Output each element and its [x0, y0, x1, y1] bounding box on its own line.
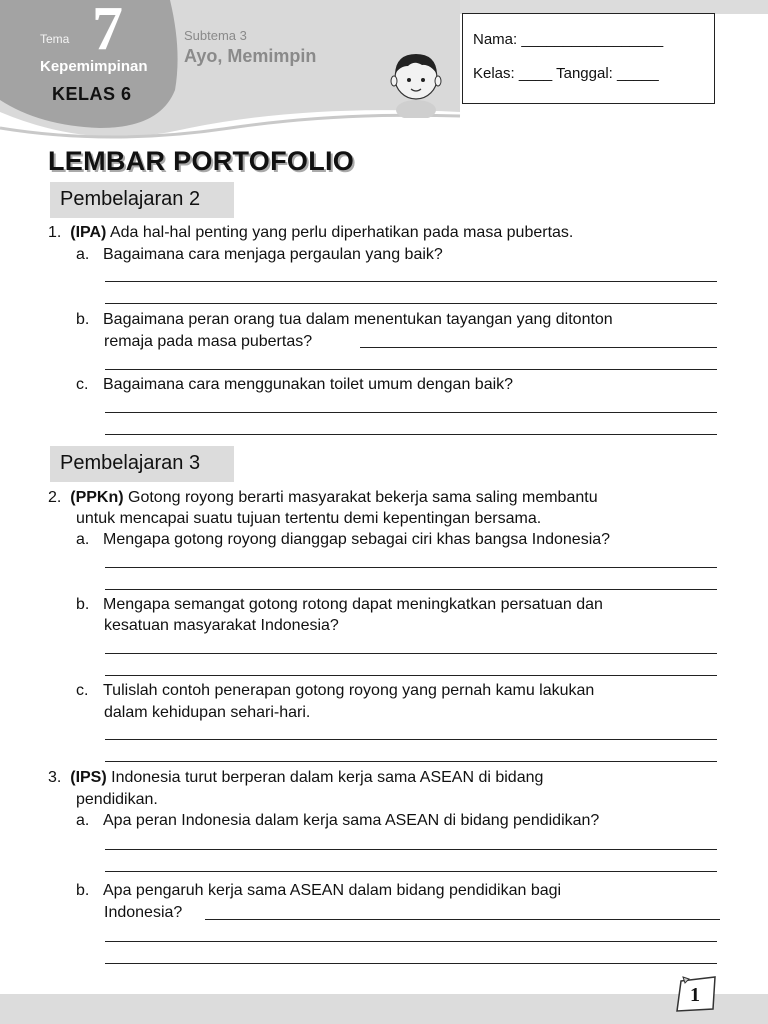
answer-line[interactable] — [105, 281, 717, 282]
q2-b-text-line2: kesatuan masyarakat Indonesia? — [104, 617, 339, 634]
answer-line[interactable] — [105, 761, 717, 762]
answer-line[interactable] — [105, 739, 717, 740]
q2-b-marker: b. — [76, 596, 90, 613]
boy-illustration — [388, 48, 444, 118]
answer-line[interactable] — [360, 347, 717, 348]
answer-line[interactable] — [105, 675, 717, 676]
q3-b-text-line1: Apa pengaruh kerja sama ASEAN dalam bidang pendidikan bagi — [103, 882, 562, 899]
student-info-box — [462, 13, 715, 104]
q1-a-text: Bagaimana cara menjaga pergaulan yang baik? — [103, 246, 443, 263]
grade-label: KELAS 6 — [52, 84, 132, 104]
q2-a-marker: a. — [76, 531, 90, 548]
q2-b-text-line1: Mengapa semangat gotong rotong dapat meningkatkan persatuan dan — [103, 596, 603, 613]
answer-line[interactable] — [105, 567, 717, 568]
section-heading-label: Pembelajaran 3 — [60, 452, 201, 474]
answer-line[interactable] — [105, 303, 717, 304]
page-number: 1 — [690, 984, 700, 1006]
q1-b-marker: b. — [76, 311, 90, 328]
q2-text-line2: untuk mencapai suatu tujuan tertentu demi kepentingan bersama. — [76, 510, 542, 527]
section-heading-pembelajaran-2 — [50, 182, 234, 218]
answer-line[interactable] — [105, 653, 717, 654]
theme-label: Tema — [40, 32, 70, 46]
question-text: Ada hal-hal penting yang perlu diperhatikan pada masa pubertas. — [109, 224, 574, 241]
section-heading-pembelajaran-3 — [50, 446, 234, 482]
answer-line[interactable] — [105, 849, 717, 850]
q3-text-line2: pendidikan. — [76, 791, 158, 808]
question-number: 3. — [48, 769, 62, 786]
question-number: 2. — [48, 489, 62, 506]
q1-c-marker: c. — [76, 376, 89, 393]
q1-b-text-line1: Bagaimana peran orang tua dalam menentukan tayangan yang ditonton — [103, 311, 613, 328]
q1-c-text: Bagaimana cara menggunakan toilet umum dengan baik? — [103, 376, 514, 393]
footer-bar — [0, 994, 768, 1024]
answer-line[interactable] — [105, 434, 717, 435]
question-3 — [48, 768, 543, 787]
q2-a-text: Mengapa gotong royong dianggap sebagai ciri khas bangsa Indonesia? — [103, 531, 611, 548]
subject-tag: (PPKn) — [70, 489, 124, 506]
question-2 — [48, 488, 598, 507]
q2-c-marker: c. — [76, 682, 89, 699]
answer-line[interactable] — [105, 412, 717, 413]
question-number: 1. — [48, 224, 62, 241]
q3-a-text: Apa peran Indonesia dalam kerja sama ASEAN di bidang pendidikan? — [103, 812, 600, 829]
answer-line[interactable] — [105, 589, 717, 590]
q3-a-marker: a. — [76, 812, 90, 829]
subtheme-label: Subtema 3 — [184, 28, 247, 43]
question-text: Gotong royong berarti masyarakat bekerja sama saling membantu — [128, 489, 598, 506]
answer-line[interactable] — [105, 871, 717, 872]
page-title: LEMBAR PORTOFOLIO — [48, 146, 355, 176]
theme-name: Kepemimpinan — [40, 58, 148, 75]
answer-line[interactable] — [105, 963, 717, 964]
theme-number: 7 — [92, 0, 123, 63]
q2-c-text-line1: Tulislah contoh penerapan gotong royong yang pernah kamu lakukan — [103, 682, 595, 699]
subtheme-name: Ayo, Memimpin — [184, 46, 317, 66]
answer-line[interactable] — [105, 941, 717, 942]
answer-line[interactable] — [105, 369, 717, 370]
q1-a-marker: a. — [76, 246, 90, 263]
name-field[interactable]: Nama: _________________ — [473, 31, 664, 48]
q1-b-text-line2: remaja pada masa pubertas? — [104, 333, 313, 350]
question-1 — [48, 223, 573, 242]
subject-tag: (IPA) — [70, 224, 107, 241]
subject-tag: (IPS) — [70, 769, 107, 786]
q3-b-marker: b. — [76, 882, 90, 899]
q3-b-text-line2: Indonesia? — [104, 904, 183, 921]
class-date-field[interactable]: Kelas: ____ Tanggal: _____ — [473, 65, 659, 82]
question-text: Indonesia turut berperan dalam kerja sama ASEAN di bidang — [111, 769, 544, 786]
page-number-badge — [675, 973, 719, 1013]
answer-line[interactable] — [205, 919, 720, 920]
section-heading-label: Pembelajaran 2 — [60, 188, 201, 210]
q2-c-text-line2: dalam kehidupan sehari-hari. — [104, 704, 311, 721]
